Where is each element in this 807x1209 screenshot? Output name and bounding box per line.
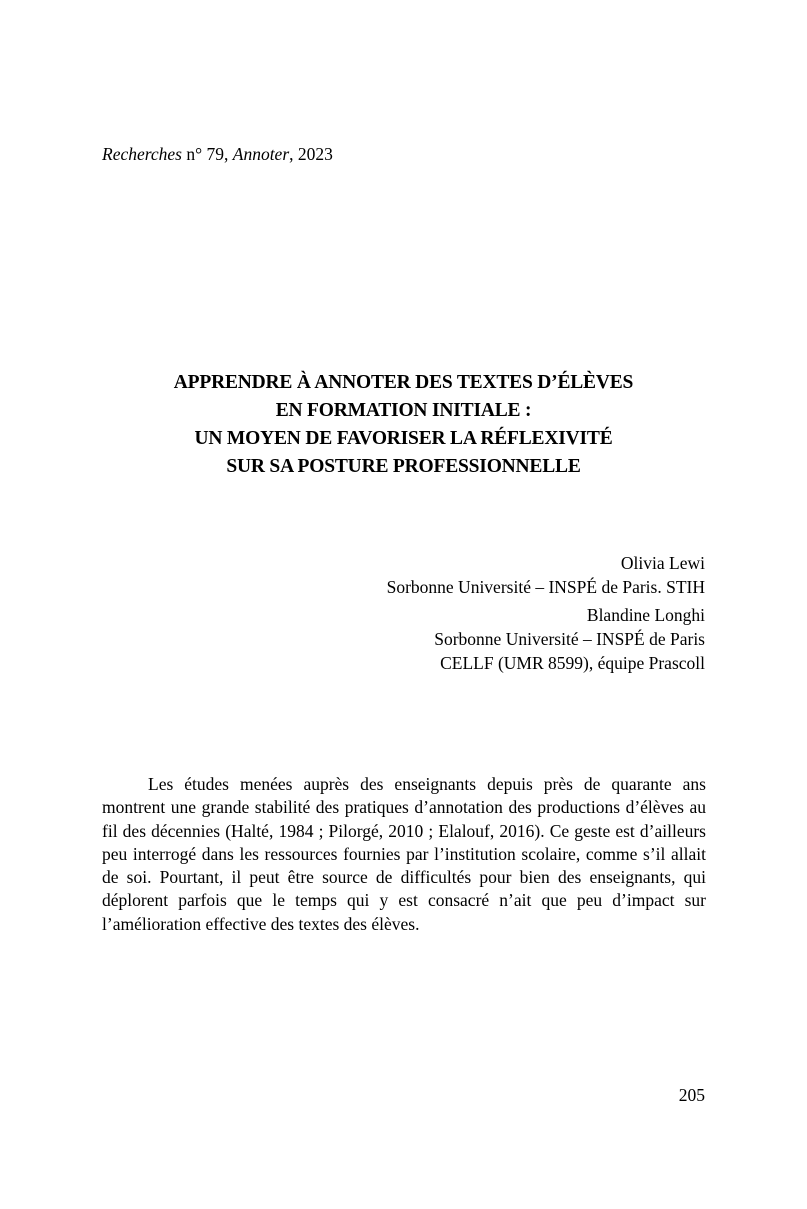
author-2: [387, 603, 705, 675]
author-1: [387, 551, 705, 599]
issue-theme: Annoter: [232, 144, 290, 164]
author-affiliation: Sorbonne Université – INSPÉ de Paris. STIH: [386, 577, 705, 597]
author-name: Blandine Longhi: [586, 605, 705, 625]
running-head: [102, 143, 333, 165]
journal-name: Recherches: [102, 144, 182, 164]
article-title: [0, 369, 807, 481]
title-line-4: SUR SA POSTURE PROFESSIONNELLE: [226, 456, 581, 477]
author-affiliation: CELLF (UMR 8599), équipe Prascoll: [440, 653, 705, 673]
title-line-3: UN MOYEN DE FAVORISER LA RÉFLEXIVITÉ: [194, 428, 613, 449]
author-affiliation: Sorbonne Université – INSPÉ de Paris: [434, 629, 705, 649]
abstract-paragraph: Les études menées auprès des enseignants depuis près de quarante ans montrent une grande stabilité des pratiques d’annotation des productions d’élèves au fil des décennies (Halté, 1984 ; Pilorgé, 2010 ; Elalouf, 2016). Ce geste est d’ailleurs peu interrogé dans les ressources fournies par l’institution scolaire, comme s’il allait de soi. Pourtant, il peut être source de difficultés pour bien des enseignants, qui déplorent parfois que le temps qui y est consacré n’ait que peu d’impact sur l’amélioration effective des textes des élèves.: [102, 774, 706, 934]
author-list: [387, 551, 705, 679]
title-line-1: APPRENDRE À ANNOTER DES TEXTES D’ÉLÈVES: [173, 372, 634, 393]
page-number: 205: [678, 1085, 705, 1105]
author-name: Olivia Lewi: [620, 553, 705, 573]
title-line-2: EN FORMATION INITIALE :: [275, 400, 532, 421]
publication-year: , 2023: [289, 144, 333, 164]
issue-number: n° 79,: [182, 144, 233, 164]
